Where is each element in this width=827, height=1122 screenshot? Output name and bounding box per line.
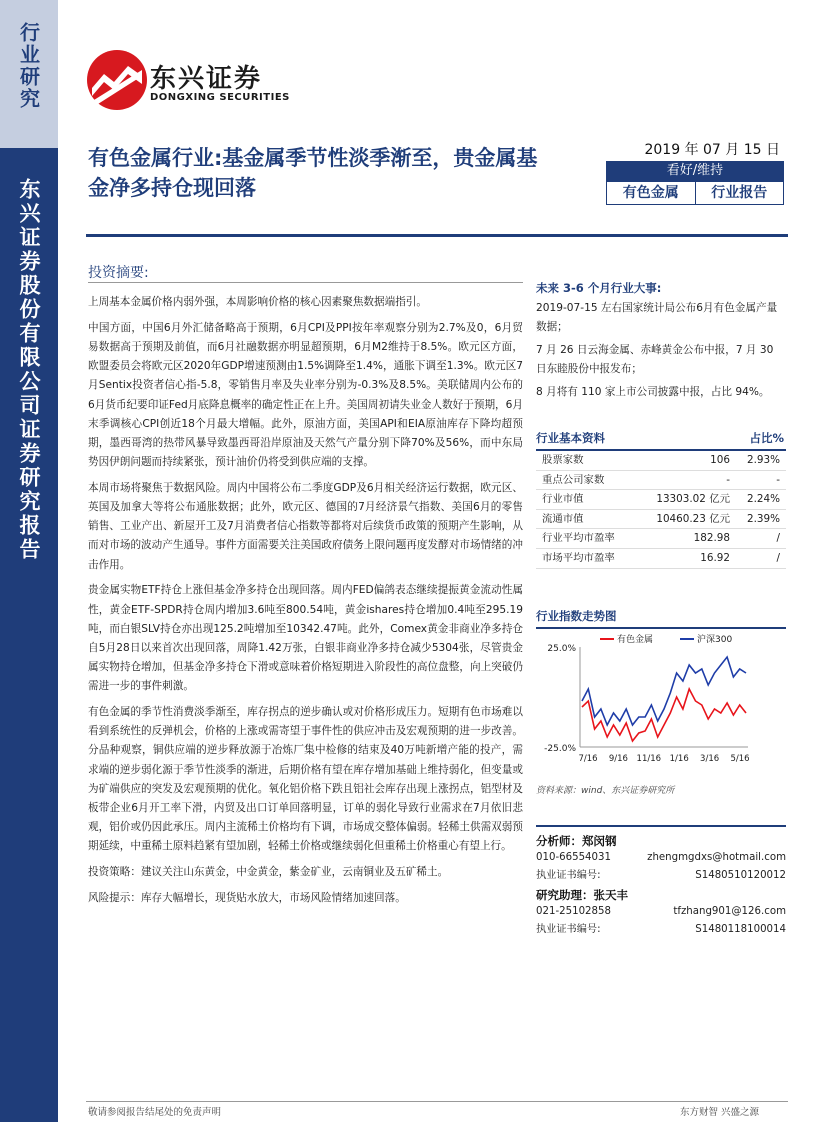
row-value: 106 — [710, 454, 730, 466]
sidebar — [0, 0, 58, 1122]
header-divider — [86, 234, 788, 237]
footer-divider — [86, 1101, 788, 1102]
assistant-cert: S1480118100014 — [695, 924, 786, 935]
table-row — [536, 451, 786, 471]
row-pct: / — [776, 532, 780, 545]
assistant-email[interactable]: tfzhang901@126.com — [673, 906, 786, 917]
row-key: 行业市值 — [542, 493, 584, 506]
row-value: 13303.02 亿元 — [656, 493, 730, 506]
assistant-cert-label: 执业证书编号: — [536, 924, 601, 935]
basic-info-table — [536, 430, 786, 569]
row-pct: 2.93% — [746, 454, 780, 466]
paragraph: 贵金属实物ETF持仓上涨但基金净多持仓出现回落。周内FED偏鸽表态继续提振黄金流动性属性，黄金ETF-SPDR持仓周内增加3.6吨至800.54吨，黄金ishares持仓增加0.4吨至295.19吨，而白银SLV持仓亦出现125.2吨增加至10342.47吨。此外，Comex黄金非商业净多持仓自5月28日以来首次出现回落，周降1.42万张，白银非商业净多持仓减少5304张，尽管贵金属实物持仓增加，但基金净多持仓下滑或意味着价格短期进入阶段性的高位盘整，向上突破仍需进一步的事件刺激。 — [88, 584, 523, 693]
tag-type: 行业报告 — [695, 182, 784, 204]
event-item: 8 月将有 110 家上市公司披露中报，占比 94%。 — [536, 386, 770, 398]
table-row — [536, 549, 786, 569]
row-value: 16.92 — [700, 551, 730, 564]
events-heading: 未来 3-6 个月行业大事: — [536, 281, 662, 295]
report-title: 有色金属行业:基金属季节性淡季渐至，贵金属基金净多持仓现回落 — [88, 146, 538, 200]
analyst-cert: S1480510120012 — [695, 870, 786, 881]
basic-info-heading: 行业基本资料 — [536, 431, 605, 445]
x-tick-label: 1/16 — [669, 754, 689, 764]
analyst-name: 分析师：郑闵钢 — [536, 834, 617, 848]
analyst-phone: 010-66554031 — [536, 852, 611, 863]
paragraph: 有色金属的季节性消费淡季渐至，库存拐点的逆步确认或对价格形成压力。短期有色市场难以看到系统性的反弹机会，价格的上涨或需寄望于事件性的供应冲击及宏观预期的进一步改善。分品种观察，铜供应端的逆步释放源于冶炼厂集中检修的结束及40万吨新增产能的投产，需求端的逆步弱化源于季节性淡季的渐进，后期价格有望在库存增加基础上维持弱化，但变量或为矿端供应的突发及宏观预期的优化。氧化铝价格下跌且铝社会库存出现上涨拐点，铝型材及板带企业6月开工率下滑，内贸及出口订单回落明显，订单的弱化导致行业需求在7月依旧悲观，铝价或仍因此承压。周内主流稀土价格均有下调，市场成交整体偏弱。轻稀土供需双弱预期延续，中重稀土原料趋紧有望加剧，轻稀土价格或继续弱化但重稀土价格重心有望上行。 — [88, 706, 523, 853]
table-row — [536, 471, 786, 491]
rating-badge: 看好/维持 — [606, 161, 784, 181]
paragraph: 风险提示：库存大幅增长，现货贴水放大，市场风险情绪加速回落。 — [88, 891, 406, 904]
row-key: 行业平均市盈率 — [542, 532, 615, 545]
row-pct: 2.39% — [746, 512, 780, 525]
paragraph: 中国方面，中国6月外汇储备略高于预期，6月CPI及PPI按年率观察分别为2.7%及0，6月贸易数据高于预期及前值，而6月社融数据亦明显超预期，6月M2维持于8.5%。欧元区方面，欧盟委员会将欧元区2020年GDP增速预测由1.5%调降至1.4%，通胀下调至1.3%。欧元区7月Sentix投资者信心指-5.8，零销售月率及失业率分别为-0.3%及8.5%。美联储周内公布的6月货币纪要印证Fed月底降息概率的确定性正在上升。美国周初请失业金人数好于预期，6月末季调核心CPI创近18个月最大增幅。此外，原油方面，美国API和EIA原油库存下降均超预期，墨西哥湾的热带风暴导致墨西哥沿岸原油及天然气产量分别下降70%及56%，而中东局势因伊朗问题而持续紧张，预计油价仍将受到供应端的支撑。 — [88, 321, 523, 469]
events-block — [536, 280, 786, 406]
sidebar-org: 东兴证券股份有限公司证券研究报告 — [0, 148, 58, 1122]
logo-cn: 东兴证券 — [150, 64, 263, 94]
footer-disclaimer: 敬请参阅报告结尾处的免责声明 — [88, 1107, 222, 1118]
row-key: 股票家数 — [542, 454, 584, 466]
row-pct: - — [776, 473, 780, 486]
table-row — [536, 490, 786, 510]
series-line — [582, 689, 746, 741]
report-date: 2019 年 07 月 15 日 — [644, 142, 780, 158]
event-item: 7 月 26 日云海金属、赤峰黄金公布中报，7 月 30 日东睦股份中报发布； — [536, 344, 774, 375]
table-row — [536, 529, 786, 549]
paragraph: 本周市场将聚焦于数据风险。周内中国将公布二季度GDP及6月相关经济运行数据，欧元区、英国及加拿大等将公布通胀数据；此外，欧元区、德国的7月经济景气指数、美国6月的零售销售、工业产出、新屋开工及7月消费者信心指数等都将对后续货币政策的预期产生影响，从而对市场的波动产生通导。事件方面需要关注美国政府债务上限问题再度发酵对市场情绪的冲击作用。 — [88, 481, 523, 571]
summary-heading: 投资摘要: — [88, 265, 149, 281]
legend-label: 沪深300 — [697, 635, 733, 645]
y-tick-label: -25.0% — [544, 744, 576, 754]
tag-industry: 有色金属 — [622, 185, 679, 201]
table-row — [536, 510, 786, 530]
legend-label: 有色金属 — [617, 635, 654, 645]
analyst-email[interactable]: zhengmgdxs@hotmail.com — [647, 852, 786, 863]
x-tick-label: 3/16 — [700, 754, 720, 764]
logo-en: DONGXING SECURITIES — [150, 92, 290, 103]
analyst-cert-label: 执业证书编号: — [536, 870, 601, 881]
row-key: 市场平均市盈率 — [542, 551, 615, 564]
chart-source: 资料来源：wind、东兴证券研究所 — [536, 786, 675, 796]
row-key: 重点公司家数 — [542, 473, 605, 486]
y-tick-label: 25.0% — [547, 644, 576, 654]
row-value: 182.98 — [693, 532, 730, 545]
row-pct: / — [776, 551, 780, 564]
row-key: 流通市值 — [542, 512, 584, 525]
report-meta — [606, 139, 784, 205]
event-item: 2019-07-15 左右国家统计局公布6月有色金属产量数据； — [536, 302, 778, 333]
series-line — [582, 657, 746, 725]
x-tick-label: 11/16 — [636, 754, 662, 764]
summary-body — [88, 293, 523, 915]
chart-heading: 行业指数走势图 — [536, 608, 786, 629]
tag-row — [606, 181, 784, 205]
summary-divider — [88, 282, 523, 283]
sidebar-category: 行业研究 — [0, 0, 58, 148]
x-tick-label: 7/16 — [578, 754, 598, 764]
row-value: 10460.23 亿元 — [656, 512, 730, 525]
basic-info-header — [536, 430, 786, 451]
footer-slogan: 东方财智 兴盛之源 — [680, 1107, 760, 1118]
assistant-phone: 021-25102858 — [536, 906, 611, 917]
row-pct: 2.24% — [746, 493, 780, 506]
x-tick-label: 5/16 — [730, 754, 750, 764]
analyst-block — [536, 825, 786, 939]
basic-info-col: 占比% — [749, 431, 784, 445]
index-chart-block — [536, 608, 786, 796]
paragraph: 上周基本金属价格内弱外强，本周影响价格的核心因素聚焦数据端指引。 — [88, 296, 427, 308]
paragraph: 投资策略：建议关注山东黄金，中金黄金，紫金矿业，云南铜业及五矿稀土。 — [88, 866, 449, 879]
x-tick-label: 9/16 — [608, 754, 628, 764]
assistant-name: 研究助理：张天丰 — [536, 888, 628, 902]
index-chart — [536, 633, 786, 783]
row-value: - — [726, 473, 730, 486]
